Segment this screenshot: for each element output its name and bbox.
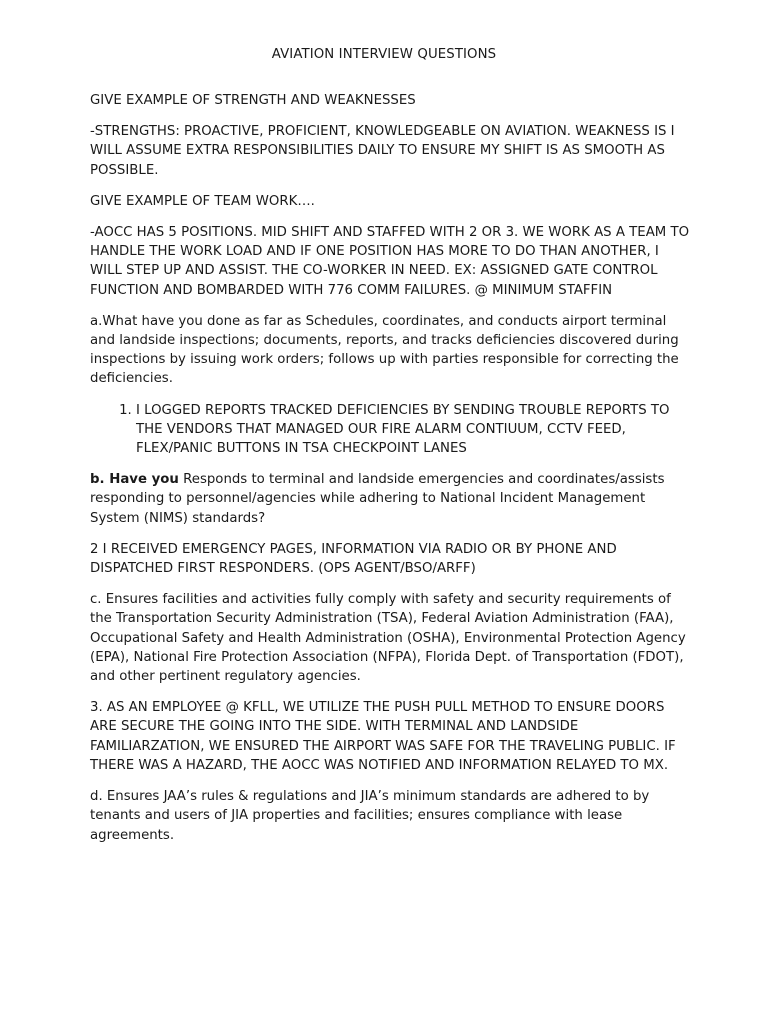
document-body bbox=[90, 91, 690, 857]
question-c-compliance: c. Ensures facilities and activities fully comply with safety and security requirements of the Transportation Security Administration (TSA), Federal Aviation Administration (FAA), Occupational Safety and Health Administration (OSHA), Environmental Protection Agency (EPA), National Fire Protection Association (NFPA), Florida Dept. of Transportation (FDOT), and other pertinent regulatory agencies. bbox=[90, 592, 686, 685]
question-a-inspections: a.What have you done as far as Schedules, coordinates, and conducts airport terminal and landside inspections; documents, reports, and tracks deficiencies discovered during inspections by issuing work orders; follows up with parties responsible for correcting the deficiencies. bbox=[90, 313, 679, 387]
question-strengths-weaknesses: GIVE EXAMPLE OF STRENGTH AND WEAKNESSES bbox=[90, 93, 416, 108]
answer-team-work: -AOCC HAS 5 POSITIONS. MID SHIFT AND STAFFED WITH 2 OR 3. WE WORK AS A TEAM TO HANDLE THE WORK LOAD AND IF ONE POSITION HAS MORE TO DO THAN ANOTHER, I WILL STEP UP AND ASSIST. THE CO-WORKER IN NEED. EX: ASSIGNED GATE CONTROL FUNCTION AND BOMBARDED WITH 776 COMM FAILURES. @ MINIMUM STAFFIN bbox=[90, 225, 690, 298]
question-b-emergencies bbox=[90, 470, 690, 528]
document-title: AVIATION INTERVIEW QUESTIONS bbox=[271, 47, 497, 62]
answer-strengths-weaknesses: -STRENGTHS: PROACTIVE, PROFICIENT, KNOWLEDGEABLE ON AVIATION. WEAKNESS IS I WILL ASSUME EXTRA RESPONSIBILITIES DAILY TO ENSURE MY SHIFT IS AS SMOOTH AS POSSIBLE. bbox=[90, 124, 675, 178]
answer-b-emergencies: 2 I RECEIVED EMERGENCY PAGES, INFORMATION VIA RADIO OR BY PHONE AND DISPATCHED FIRST RESPONDERS. (OPS AGENT/BSO/ARFF) bbox=[90, 541, 617, 577]
question-team-work: GIVE EXAMPLE OF TEAM WORK…. bbox=[90, 193, 315, 209]
question-b-lead: b. Have you bbox=[90, 472, 179, 488]
answer-c-compliance: 3. AS AN EMPLOYEE @ KFLL, WE UTILIZE THE PUSH PULL METHOD TO ENSURE DOORS ARE SECURE THE GOING INTO THE SIDE. WITH TERMINAL AND LANDSIDE FAMILIARZATION, WE ENSURED THE AIRPORT WAS SAFE FOR THE TRAVELING PUBLIC. IF THERE WAS A HAZARD, THE AOCC WAS NOTIFIED AND INFORMATION RELAYED TO MX. bbox=[90, 700, 676, 773]
question-b-text: Responds to terminal and landside emergencies and coordinates/assists responding to personnel/agencies while adhering to National Incident Management System (NIMS) standards? bbox=[90, 472, 665, 526]
question-d-regulations: d. Ensures JAA’s rules & regulations and JIA’s minimum standards are adhered to by tenants and users of JIA properties and facilities; ensures compliance with lease agreements. bbox=[90, 789, 650, 843]
answer-a-list bbox=[90, 401, 690, 459]
answer-a-list-item: 1. I LOGGED REPORTS TRACKED DEFICIENCIES BY SENDING TROUBLE REPORTS TO THE VENDORS THAT MANAGED OUR FIRE ALARM CONTIUUM, CCTV FEED, FLEX/PANIC BUTTONS IN TSA CHECKPOINT LANES bbox=[136, 401, 690, 459]
